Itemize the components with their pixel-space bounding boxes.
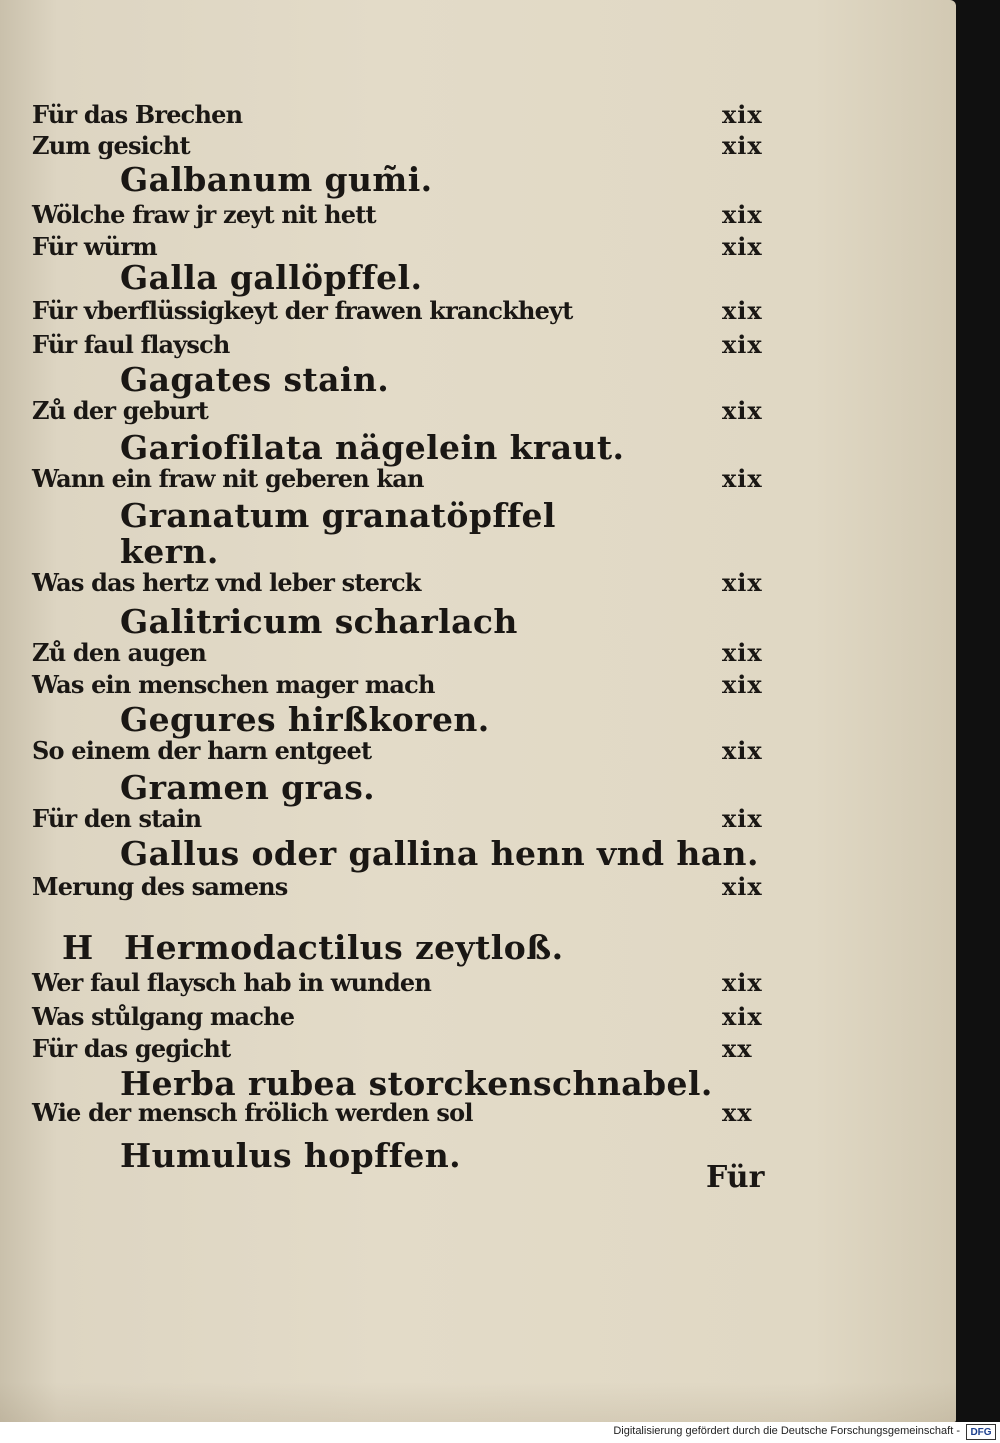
heading-text: Galla gallöpffel. — [120, 258, 423, 297]
entry-text: Zů den augen — [32, 638, 207, 667]
heading-text: Galitricum scharlach — [120, 602, 518, 641]
entry-page-number: xix — [722, 200, 763, 229]
entry-text: So einem der harn entgeet — [32, 736, 372, 765]
section-letter: H — [62, 928, 94, 967]
entry-text: Wer faul flaysch hab in wunden — [32, 968, 432, 997]
entry-page-number: xix — [722, 638, 763, 667]
entry-text: Wie der mensch frölich werden sol — [32, 1098, 473, 1127]
heading-text: Gramen gras. — [120, 768, 376, 807]
entry-text: Merung des samens — [32, 872, 288, 901]
heading-text: Gagates stain. — [120, 360, 390, 399]
entry-page-number: xix — [722, 296, 763, 325]
entry-text: Zů der geburt — [32, 396, 208, 425]
entry-text: Für den stain — [32, 804, 202, 833]
entry-page-number: xix — [722, 1002, 763, 1031]
entry-page-number: xix — [722, 330, 763, 359]
entry-text: Für vberflüssigkeyt der frawen kranckheyt — [32, 296, 573, 325]
entry-page-number: xix — [722, 396, 763, 425]
entry-page-number: xix — [722, 568, 763, 597]
digitization-footer — [0, 1422, 1000, 1443]
entry-text: Für das Brechen — [32, 100, 243, 129]
entry-text: Was stůlgang mache — [32, 1002, 295, 1031]
heading-text: Gariofilata nägelein kraut. — [120, 428, 625, 467]
entry-page-number: xix — [722, 968, 763, 997]
entry-text: Für faul flaysch — [32, 330, 230, 359]
entry-page-number: xix — [722, 872, 763, 901]
heading-text: kern. — [120, 532, 219, 571]
entry-page-number: xix — [722, 670, 763, 699]
entry-text: Was ein menschen mager mach — [32, 670, 435, 699]
heading-text: Granatum granatöpffel — [120, 496, 556, 535]
entry-page-number: xix — [722, 100, 763, 129]
entry-text: Was das hertz vnd leber sterck — [32, 568, 421, 597]
heading-text: Herba rubea storckenschnabel. — [120, 1064, 713, 1103]
entry-text: Für das gegicht — [32, 1034, 231, 1063]
entry-page-number: xix — [722, 804, 763, 833]
heading-text: Gegures hirßkoren. — [120, 700, 490, 739]
heading-text: Humulus hopffen. — [120, 1136, 462, 1175]
entry-page-number: xix — [722, 736, 763, 765]
entry-page-number: xx — [722, 1034, 753, 1063]
heading-text: Hermodactilus zeytloß. — [124, 928, 564, 967]
entry-page-number: xix — [722, 464, 763, 493]
catchword: Für — [706, 1160, 765, 1195]
entry-text: Wölche fraw jr zeyt nit hett — [32, 200, 376, 229]
entry-text: Zum gesicht — [32, 131, 190, 160]
footer-credit: Digitalisierung gefördert durch die Deutsche Forschungsgemeinschaft - — [613, 1425, 960, 1437]
dfg-logo-icon: DFG — [966, 1424, 996, 1440]
entry-page-number: xix — [722, 232, 763, 261]
entry-page-number: xx — [722, 1098, 753, 1127]
heading-text: Galbanum gum̃i. — [120, 160, 433, 199]
heading-text: Gallus oder gallina henn vnd han. — [120, 834, 759, 873]
entry-text: Wann ein fraw nit geberen kan — [32, 464, 424, 493]
entry-text: Für würm — [32, 232, 157, 261]
entry-page-number: xix — [722, 131, 763, 160]
